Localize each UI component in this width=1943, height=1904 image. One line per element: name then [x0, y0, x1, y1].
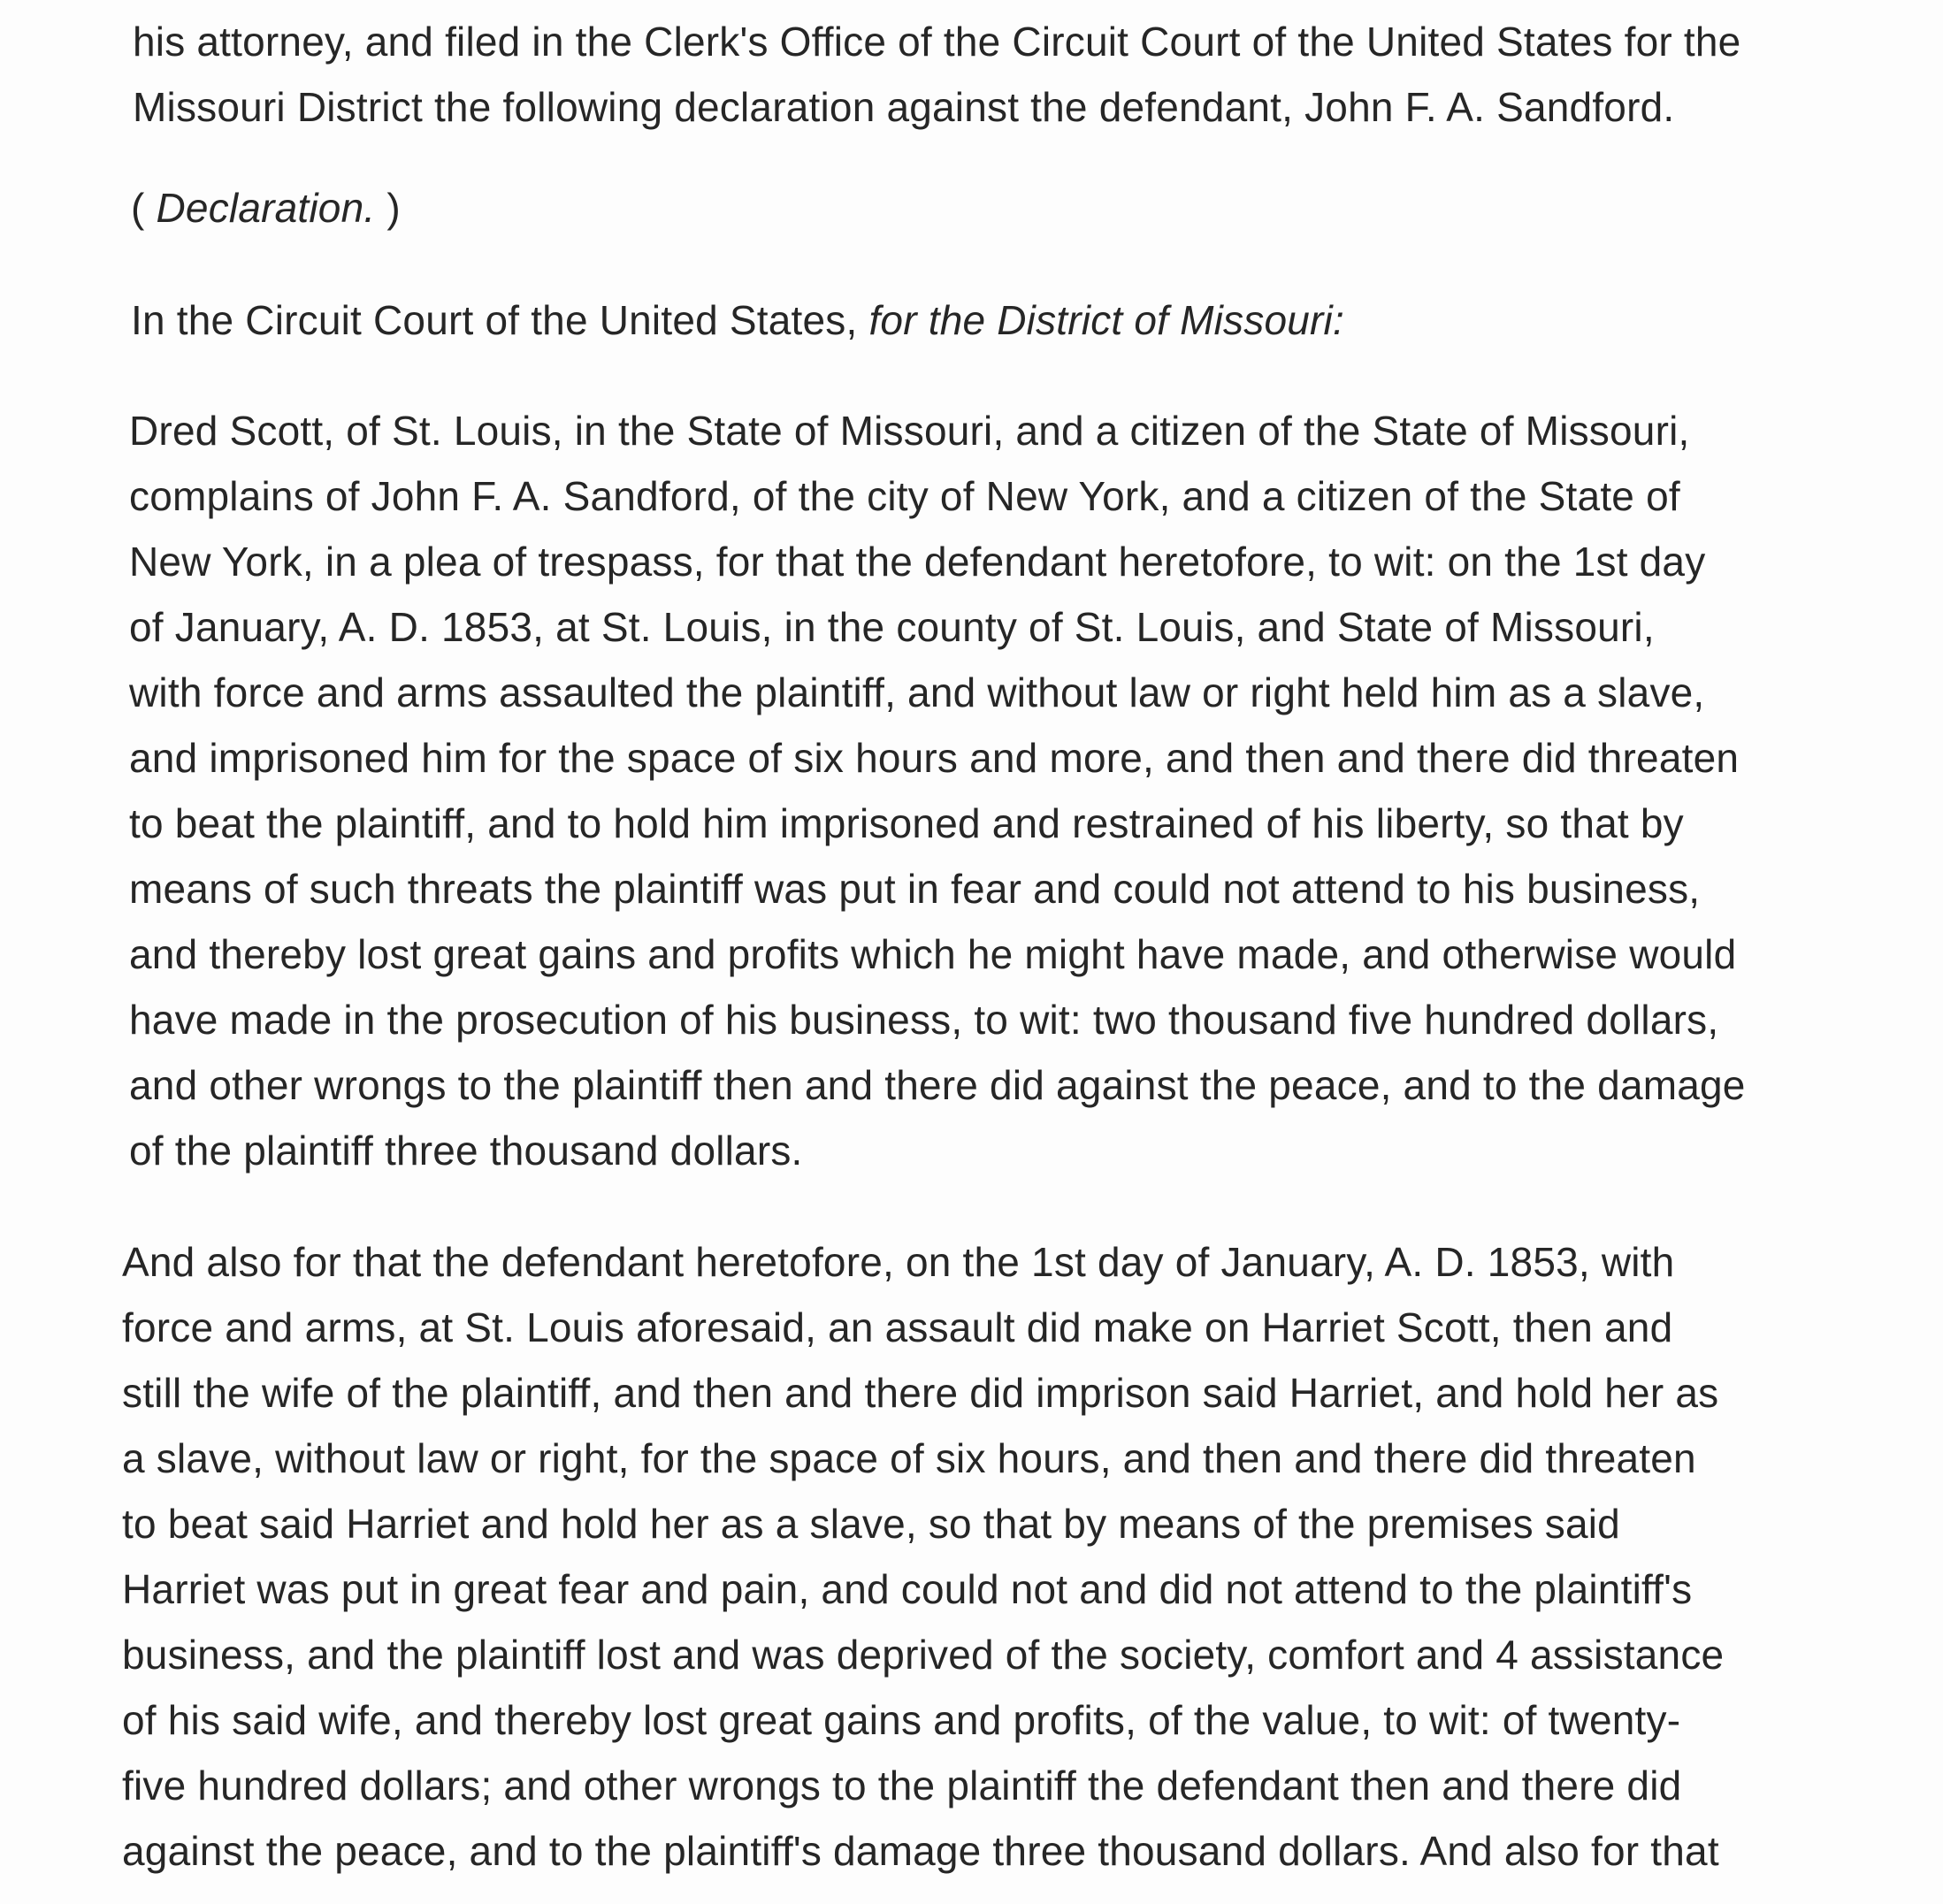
second-count-paragraph: [122, 1229, 1724, 1884]
complaint-line: and thereby lost great gains and profits which he might have made, and otherwise would: [129, 931, 1737, 977]
complaint-line: have made in the prosecution of his business, to wit: two thousand five hundred dollars,: [129, 997, 1719, 1043]
second-count-line: business, and the plaintiff lost and was deprived of the society, comfort and 4 assistance: [122, 1632, 1725, 1678]
second-count-line: Harriet was put in great fear and pain, and could not and did not attend to the plaintiff's: [122, 1566, 1693, 1612]
complaint-line: and imprisoned him for the space of six hours and more, and then and there did threaten: [129, 735, 1740, 781]
complaint-line: New York, in a plea of trespass, for that the defendant heretofore, to wit: on the 1st day: [129, 539, 1706, 585]
second-count-line: a slave, without law or right, for the space of six hours, and then and there did threaten: [122, 1435, 1696, 1481]
court-name: In the Circuit Court of the United States,: [131, 297, 869, 343]
second-count-line: And also for that the defendant heretofore, on the 1st day of January, A. D. 1853, with: [122, 1239, 1675, 1285]
complaint-line: complains of John F. A. Sandford, of the city of New York, and a citizen of the State of: [129, 473, 1680, 519]
complaint-line: to beat the plaintiff, and to hold him imprisoned and restrained of his liberty, so that by: [129, 800, 1684, 846]
complaint-line: with force and arms assaulted the plaintiff, and without law or right held him as a slave,: [129, 669, 1705, 715]
second-count-line: force and arms, at St. Louis aforesaid, an assault did make on Harriet Scott, then and: [122, 1304, 1673, 1350]
court-line: [131, 287, 1344, 353]
second-count-line: to beat said Harriet and hold her as a slave, so that by means of the premises said: [122, 1501, 1620, 1547]
second-count-line: still the wife of the plaintiff, and then and there did imprison said Harriet, and hold her as: [122, 1370, 1719, 1416]
intro-line: his attorney, and filed in the Clerk's Office of the Circuit Court of the United States for the: [133, 19, 1741, 65]
complaint-line: of the plaintiff three thousand dollars.: [129, 1128, 803, 1174]
complaint-paragraph: [129, 398, 1746, 1183]
court-district: for the District of Missouri:: [868, 297, 1344, 343]
second-count-line: against the peace, and to the plaintiff's damage three thousand dollars. And also for that: [122, 1828, 1719, 1874]
complaint-line: and other wrongs to the plaintiff then and there did against the peace, and to the damage: [129, 1062, 1746, 1108]
complaint-line: means of such threats the plaintiff was put in fear and could not attend to his business,: [129, 866, 1701, 912]
complaint-line: Dred Scott, of St. Louis, in the State of Missouri, and a citizen of the State of Missouri,: [129, 408, 1690, 454]
complaint-line: of January, A. D. 1853, at St. Louis, in the county of St. Louis, and State of Missouri,: [129, 604, 1655, 650]
heading-close-paren: ): [375, 185, 401, 231]
intro-line: Missouri District the following declaration against the defendant, John F. A. Sandford.: [133, 84, 1675, 130]
second-count-line: of his said wife, and thereby lost great gains and profits, of the value, to wit: of twenty-: [122, 1697, 1681, 1743]
second-count-line: five hundred dollars; and other wrongs to the plaintiff the defendant then and there did: [122, 1763, 1682, 1808]
heading-title: Declaration.: [156, 185, 376, 231]
heading-open-paren: (: [131, 185, 157, 231]
declaration-heading: [131, 175, 401, 241]
intro-paragraph: [133, 9, 1740, 140]
